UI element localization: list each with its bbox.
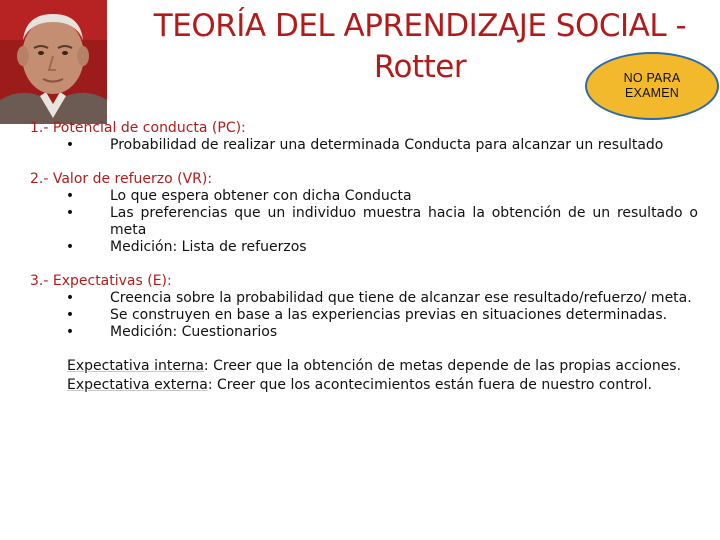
bullet-text: Probabilidad de realizar una determinada Conducta para alcanzar un resultado: [110, 137, 664, 153]
badge-line-1: NO PARA: [623, 71, 681, 85]
bullet-item: [30, 239, 698, 256]
section-heading: 3.- Expectativas (E):: [30, 273, 172, 289]
bullet-icon: •: [65, 137, 75, 153]
bullet-text: Se construyen en base a las experiencias previas en situaciones determinadas.: [110, 307, 668, 323]
bullet-text: Creencia sobre la probabilidad que tiene de alcanzar ese resultado/refuerzo/ meta.: [110, 290, 692, 306]
bullet-text: Medición: Lista de refuerzos: [110, 239, 307, 255]
badge-text: [612, 71, 692, 101]
bullet-icon: •: [65, 205, 75, 221]
definition-interna: [67, 358, 698, 375]
bullet-icon: •: [65, 188, 75, 204]
title-line-2: Rotter: [373, 49, 467, 85]
bullet-icon: •: [65, 290, 75, 306]
bullet-item: [30, 188, 698, 205]
definition-text: : Creer que los acontecimientos están fuera de nuestro control.: [207, 377, 652, 393]
bullet-icon: •: [65, 307, 75, 323]
slide-body: [30, 120, 698, 396]
section-heading: 1.- Potencial de conducta (PC):: [30, 120, 246, 136]
badge-line-2: EXAMEN: [625, 86, 679, 100]
portrait-illustration: [0, 0, 107, 124]
definition-externa: [67, 377, 698, 394]
section-potencial: [30, 120, 698, 154]
bullet-text: Lo que espera obtener con dicha Conducta: [110, 188, 412, 204]
bullet-item: [30, 307, 698, 324]
no-exam-badge: [585, 52, 719, 120]
definitions: [67, 358, 698, 394]
title-line-1: TEORÍA DEL APRENDIZAJE SOCIAL -: [153, 8, 687, 44]
bullet-icon: •: [65, 239, 75, 255]
section-valor-refuerzo: [30, 171, 698, 256]
bullet-text: Las preferencias que un individuo muestra hacia la obtención de un resultado o meta: [110, 205, 698, 238]
bullet-icon: •: [65, 324, 75, 340]
definition-text: : Creer que la obtención de metas depende de las propias acciones.: [203, 358, 682, 374]
bullet-text: Medición: Cuestionarios: [110, 324, 278, 340]
section-expectativas: [30, 273, 698, 341]
bullet-item: [30, 290, 698, 307]
bullet-item: [30, 324, 698, 341]
bullet-item: [30, 137, 698, 154]
section-heading: 2.- Valor de refuerzo (VR):: [30, 171, 213, 187]
bullet-item: [30, 205, 698, 239]
definition-term: Expectativa externa: [67, 377, 208, 393]
portrait-photo: [0, 0, 107, 124]
definition-term: Expectativa interna: [67, 358, 204, 374]
